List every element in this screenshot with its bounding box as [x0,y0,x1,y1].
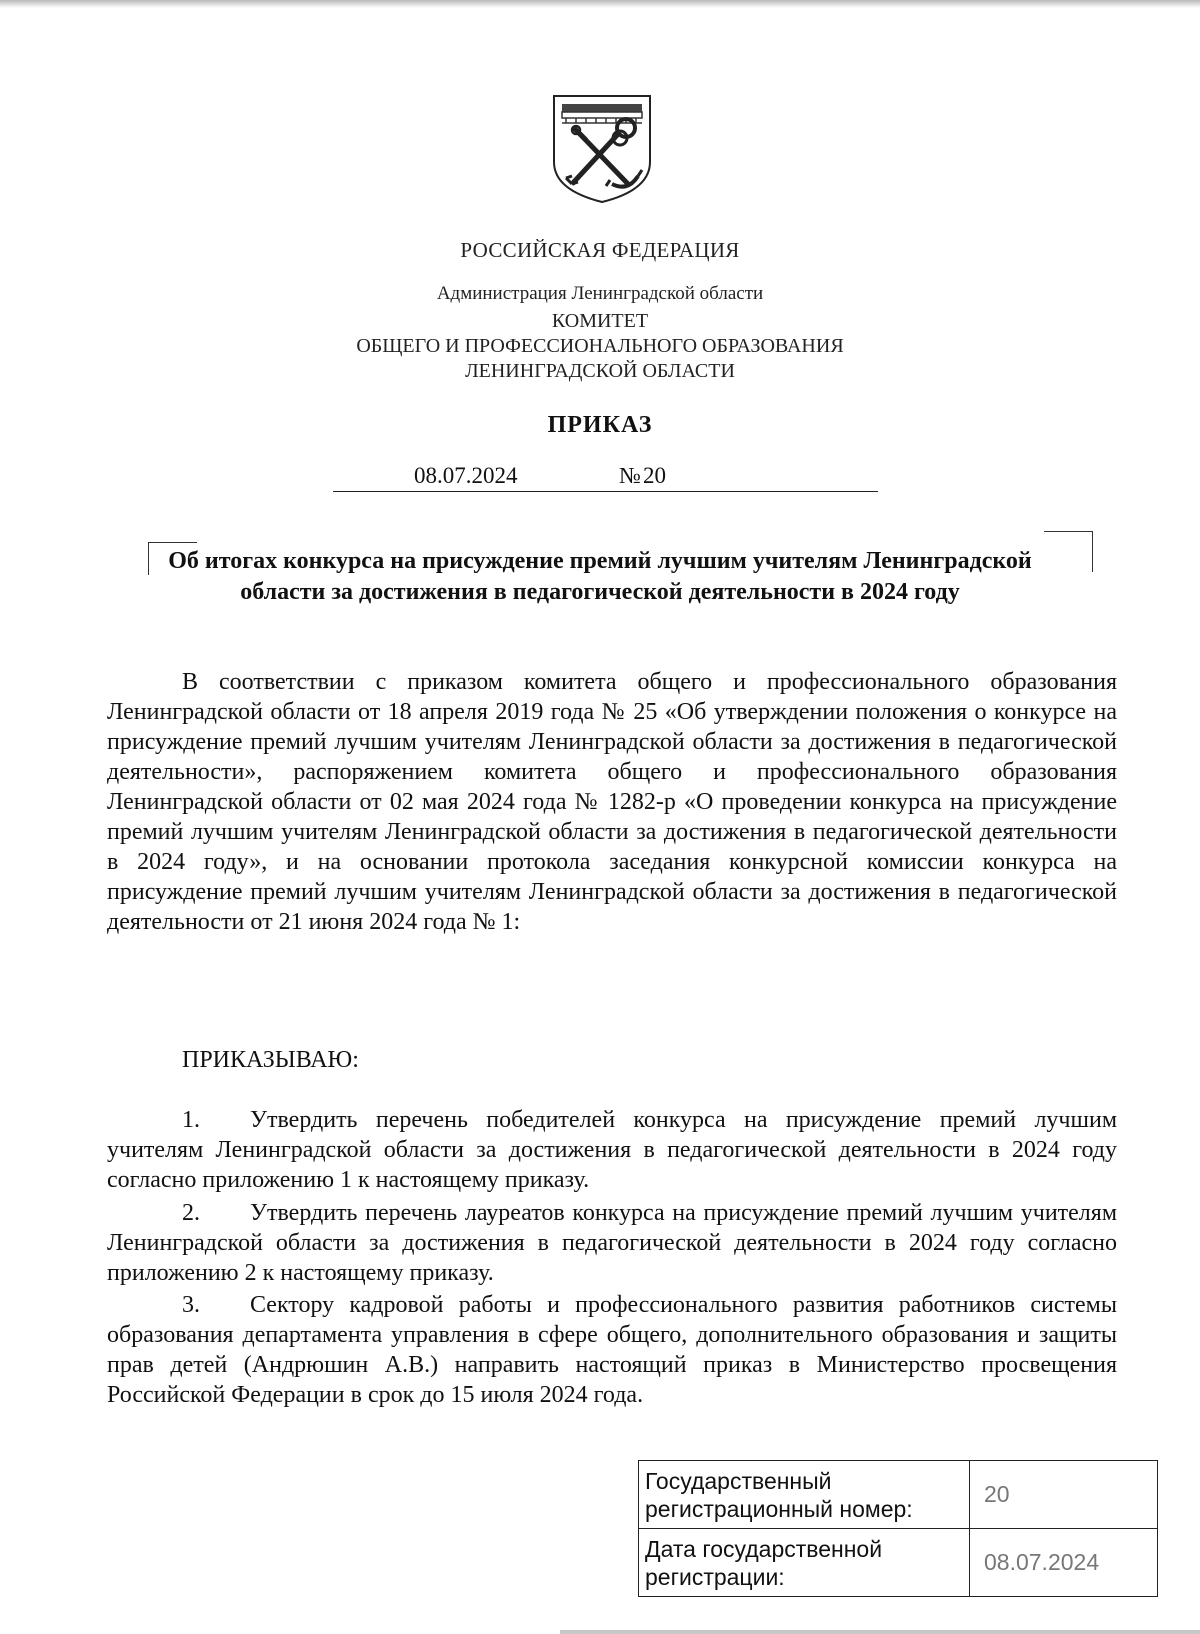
order-item-3 [107,1290,1117,1410]
registration-date-label: Дата государственной регистрации: [639,1529,970,1597]
order-item-text: Утвердить перечень лауреатов конкурса на присуждение премий лучшим учителям Ленинградской области за достижения в педагогической деятельности в 2024 году согласно приложению 2 к настоящему приказу. [107,1200,1117,1286]
subject-bracket-right [1044,531,1093,572]
document-type-title: ПРИКАЗ [547,412,653,438]
scan-edge-bottom [560,1630,1200,1634]
order-number: 20 [642,463,666,488]
order-item-number: 2. [182,1200,200,1226]
order-date: 08.07.2024 [414,463,518,488]
committee-line-3: ЛЕНИНГРАДСКОЙ ОБЛАСТИ [465,360,735,382]
order-date-number-line [333,463,878,492]
order-number-block [617,463,666,489]
registration-date-row [639,1529,1158,1597]
order-subject: Об итогах конкурса на присуждение премий лучшим учителям Ленинградской области за достижения в педагогической деятельности в 2024 году [168,548,1032,605]
order-item-text: Утвердить перечень победителей конкурса на присуждение премий лучшим учителям Ленинградской области за достижения в педагогической деятельности в 2024 году согласно приложению 1 к настоящему приказу. [107,1107,1117,1193]
order-item-text: Сектору кадровой работы и профессионального развития работников системы образования департамента управления в сфере общего, дополнительного образования и защиты прав детей (Андрюшин А.В.) направить настоящий приказ в Министерство просвещения Российской Федерации в срок до 15 июля 2024 года. [107,1292,1117,1408]
registration-number-label: Государственный регистрационный номер: [639,1461,970,1529]
registration-number-row [639,1461,1158,1529]
registration-table [638,1460,1158,1597]
order-item-2 [107,1198,1117,1288]
registration-number-value: 20 [970,1461,1158,1529]
country-name: РОССИЙСКАЯ ФЕДЕРАЦИЯ [460,238,740,262]
coat-of-arms-emblem [548,92,656,204]
committee-name [0,309,1200,384]
committee-line-1: КОМИТЕТ [551,310,649,332]
registration-date-value: 08.07.2024 [970,1529,1158,1597]
order-item-1 [107,1105,1117,1195]
order-number-label: № [619,463,641,488]
order-directive-word: ПРИКАЗЫВАЮ: [182,1047,359,1073]
scan-edge-top [0,0,1200,8]
committee-line-2: ОБЩЕГО И ПРОФЕССИОНАЛЬНОГО ОБРАЗОВАНИЯ [356,335,844,357]
order-item-number: 1. [182,1107,200,1133]
order-item-number: 3. [182,1292,200,1318]
administration-name: Администрация Ленинградской области [436,283,764,304]
preamble-paragraph: В соответствии с приказом комитета общего и профессионального образования Ленинградской области от 18 апреля 2019 года № 25 «Об утверждении положения о конкурсе на присуждение премий лучшим учителям Ленинградской области за достижения в педагогической деятельности», распоряжением комитета общего и профессионального образования Ленинградской области от 02 мая 2024 года № 1282-р «О проведении конкурса на присуждение премий лучшим учителям Ленинградской области за достижения в педагогической деятельности в 2024 году», и на основании протокола заседания конкурсной комиссии конкурса на присуждение премий лучшим учителям Ленинградской области за достижения в педагогической деятельности от 21 июня 2024 года № 1: [107,669,1117,935]
